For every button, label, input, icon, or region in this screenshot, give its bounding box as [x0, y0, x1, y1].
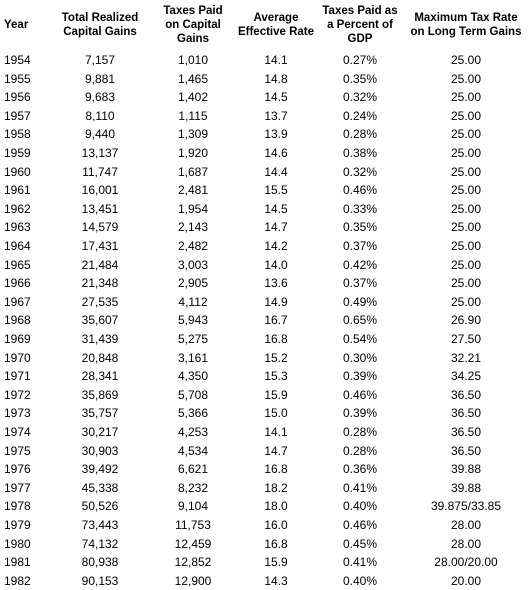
effective-rate-cell: 14.7: [264, 443, 288, 458]
total-gains-cell: 13,137: [81, 146, 119, 160]
max-rate-cell: 36.50: [450, 406, 482, 421]
table-row: [0, 367, 529, 386]
gdp-percent-cell: 0.28%: [342, 443, 378, 458]
total-gains-cell: 90,153: [81, 573, 119, 588]
effective-rate-cell: 16.8: [264, 332, 288, 346]
year-cell: 1970: [4, 350, 31, 365]
gdp-percent-cell: 0.24%: [342, 108, 378, 123]
effective-rate-cell: 14.9: [264, 294, 288, 309]
taxes-paid-cell: 5,708: [177, 387, 209, 402]
header-average-effective-rate: Average Effective Rate: [237, 12, 315, 38]
effective-rate-cell: 15.9: [264, 555, 288, 570]
effective-rate-cell: 14.5: [264, 201, 288, 216]
max-rate-cell: 36.50: [450, 387, 482, 402]
table-row: [0, 181, 529, 200]
effective-rate-cell: 15.5: [264, 183, 288, 198]
year-cell: 1982: [4, 573, 31, 588]
total-gains-cell: 21,484: [81, 257, 119, 272]
taxes-paid-cell: 5,943: [177, 313, 209, 328]
gdp-percent-cell: 0.45%: [342, 536, 378, 551]
total-gains-cell: 45,338: [81, 480, 119, 495]
max-rate-cell: 25.00: [450, 108, 482, 123]
total-gains-cell: 9,881: [84, 71, 116, 86]
total-gains-cell: 14,579: [81, 220, 119, 235]
table-row: [0, 88, 529, 107]
table-row: [0, 516, 529, 535]
total-gains-cell: 74,132: [81, 536, 119, 551]
effective-rate-cell: 14.1: [264, 53, 288, 67]
table-row: [0, 497, 529, 516]
table-row: [0, 330, 529, 349]
taxes-paid-cell: 5,275: [177, 332, 209, 346]
taxes-paid-cell: 1,920: [177, 146, 209, 160]
year-cell: 1968: [4, 313, 31, 328]
gdp-percent-cell: 0.46%: [342, 387, 378, 402]
effective-rate-cell: 18.0: [264, 499, 288, 514]
taxes-paid-cell: 4,253: [177, 425, 209, 439]
year-cell: 1980: [4, 536, 31, 551]
max-rate-cell: 39.875/33.85: [430, 499, 502, 514]
gdp-percent-cell: 0.65%: [342, 313, 378, 328]
table-row: [0, 293, 529, 312]
max-rate-cell: 25.00: [450, 164, 482, 179]
taxes-paid-cell: 2,481: [177, 183, 209, 198]
total-gains-cell: 20,848: [81, 350, 119, 365]
gdp-percent-cell: 0.54%: [342, 332, 378, 346]
gdp-percent-cell: 0.37%: [342, 239, 378, 253]
max-rate-cell: 39.88: [450, 462, 482, 477]
max-rate-cell: 27.50: [450, 332, 482, 346]
taxes-paid-cell: 1,687: [177, 164, 209, 179]
total-gains-cell: 31,439: [81, 332, 119, 346]
effective-rate-cell: 18.2: [264, 480, 288, 495]
header-taxes-paid: Taxes Paid on Capital Gains: [163, 5, 223, 45]
total-gains-cell: 28,341: [81, 369, 119, 384]
taxes-paid-cell: 2,482: [177, 239, 209, 253]
header-taxes-percent-gdp: Taxes Paid as a Percent of GDP: [322, 5, 398, 45]
total-gains-cell: 17,431: [81, 239, 119, 253]
year-cell: 1979: [4, 518, 31, 532]
year-cell: 1978: [4, 499, 31, 514]
gdp-percent-cell: 0.27%: [342, 53, 378, 67]
total-gains-cell: 13,451: [81, 201, 119, 216]
table-row: [0, 423, 529, 442]
gdp-percent-cell: 0.41%: [342, 480, 378, 495]
gdp-percent-cell: 0.33%: [342, 201, 378, 216]
gdp-percent-cell: 0.40%: [342, 499, 378, 514]
effective-rate-cell: 15.2: [264, 350, 288, 365]
effective-rate-cell: 16.0: [264, 518, 288, 532]
gdp-percent-cell: 0.28%: [342, 127, 378, 142]
year-cell: 1965: [4, 257, 31, 272]
table-row: [0, 442, 529, 461]
max-rate-cell: 25.00: [450, 90, 482, 105]
taxes-paid-cell: 4,112: [178, 294, 208, 309]
taxes-paid-cell: 11,753: [175, 518, 211, 532]
max-rate-cell: 26.90: [450, 313, 482, 328]
year-cell: 1956: [4, 90, 31, 105]
max-rate-cell: 20.00: [450, 573, 482, 588]
taxes-paid-cell: 12,852: [174, 555, 212, 570]
table-row: [0, 386, 529, 405]
year-cell: 1964: [4, 239, 31, 253]
header-year: Year: [4, 19, 29, 31]
max-rate-cell: 25.00: [450, 127, 482, 142]
gdp-percent-cell: 0.46%: [342, 518, 378, 532]
taxes-paid-cell: 5,366: [177, 406, 209, 421]
gdp-percent-cell: 0.32%: [342, 90, 378, 105]
taxes-paid-cell: 1,402: [177, 90, 209, 105]
total-gains-cell: 8,110: [85, 108, 115, 123]
effective-rate-cell: 14.6: [264, 146, 288, 160]
gdp-percent-cell: 0.41%: [342, 555, 378, 570]
year-cell: 1971: [4, 369, 31, 384]
taxes-paid-cell: 1,010: [177, 53, 209, 67]
total-gains-cell: 16,001: [81, 183, 119, 198]
total-gains-cell: 30,903: [81, 443, 119, 458]
max-rate-cell: 32.21: [450, 350, 482, 365]
table-row: [0, 200, 529, 219]
max-rate-cell: 25.00: [450, 239, 482, 253]
gdp-percent-cell: 0.35%: [342, 220, 378, 235]
taxes-paid-cell: 4,534: [177, 443, 209, 458]
effective-rate-cell: 14.4: [264, 164, 288, 179]
total-gains-cell: 80,938: [81, 555, 119, 570]
taxes-paid-cell: 12,900: [174, 573, 212, 588]
max-rate-cell: 25.00: [450, 276, 482, 291]
header-maximum-tax-rate: Maximum Tax Rate on Long Term Gains: [410, 12, 522, 38]
taxes-paid-cell: 2,905: [177, 276, 209, 291]
table-row: [0, 70, 529, 89]
max-rate-cell: 36.50: [450, 443, 482, 458]
max-rate-cell: 25.00: [450, 294, 482, 309]
total-gains-cell: 35,869: [81, 387, 119, 402]
max-rate-cell: 25.00: [450, 53, 482, 67]
max-rate-cell: 28.00: [450, 536, 482, 551]
max-rate-cell: 25.00: [450, 71, 482, 86]
effective-rate-cell: 16.8: [264, 462, 288, 477]
max-rate-cell: 28.00/20.00: [434, 555, 498, 570]
max-rate-cell: 25.00: [450, 183, 482, 198]
gdp-percent-cell: 0.36%: [342, 462, 378, 477]
gdp-percent-cell: 0.42%: [342, 257, 378, 272]
year-cell: 1973: [4, 406, 31, 421]
gdp-percent-cell: 0.46%: [342, 183, 378, 198]
effective-rate-cell: 14.1: [264, 425, 288, 439]
gdp-percent-cell: 0.35%: [342, 71, 378, 86]
total-gains-cell: 73,443: [81, 518, 119, 532]
year-cell: 1959: [4, 146, 31, 160]
total-gains-cell: 21,348: [81, 276, 119, 291]
table-row: [0, 311, 529, 330]
effective-rate-cell: 14.3: [264, 573, 288, 588]
taxes-paid-cell: 3,161: [177, 350, 209, 365]
effective-rate-cell: 15.0: [264, 406, 288, 421]
year-cell: 1974: [4, 425, 31, 439]
year-cell: 1969: [4, 332, 31, 346]
max-rate-cell: 25.00: [450, 220, 482, 235]
effective-rate-cell: 13.7: [264, 108, 288, 123]
max-rate-cell: 25.00: [450, 257, 482, 272]
effective-rate-cell: 14.5: [264, 90, 288, 105]
total-gains-cell: 11,747: [82, 164, 118, 179]
taxes-paid-cell: 6,621: [177, 462, 209, 477]
year-cell: 1963: [4, 220, 31, 235]
taxes-paid-cell: 3,003: [177, 257, 209, 272]
effective-rate-cell: 14.0: [264, 257, 288, 272]
table-row: [0, 218, 529, 237]
year-cell: 1962: [4, 201, 31, 216]
gdp-percent-cell: 0.30%: [342, 350, 378, 365]
max-rate-cell: 25.00: [450, 201, 482, 216]
max-rate-cell: 36.50: [450, 425, 482, 439]
gdp-percent-cell: 0.28%: [342, 425, 378, 439]
table-row: [0, 125, 529, 144]
taxes-paid-cell: 1,115: [178, 108, 208, 123]
table-row: [0, 274, 529, 293]
year-cell: 1960: [4, 164, 31, 179]
year-cell: 1981: [4, 555, 31, 570]
taxes-paid-cell: 1,309: [177, 127, 209, 142]
table-row: [0, 107, 529, 126]
effective-rate-cell: 14.8: [264, 71, 288, 86]
taxes-paid-cell: 9,104: [177, 499, 209, 514]
gdp-percent-cell: 0.40%: [342, 573, 378, 588]
table-row: [0, 237, 529, 256]
effective-rate-cell: 13.9: [264, 127, 288, 142]
taxes-paid-cell: 1,465: [177, 71, 209, 86]
table-row: [0, 535, 529, 554]
year-cell: 1955: [4, 71, 31, 86]
table-row: [0, 349, 529, 368]
effective-rate-cell: 14.7: [264, 220, 288, 235]
effective-rate-cell: 14.2: [264, 239, 288, 253]
total-gains-cell: 7,157: [84, 53, 116, 67]
effective-rate-cell: 16.7: [264, 313, 288, 328]
table-row: [0, 144, 529, 163]
total-gains-cell: 50,526: [81, 499, 119, 514]
total-gains-cell: 39,492: [81, 462, 119, 477]
year-cell: 1975: [4, 443, 31, 458]
total-gains-cell: 27,535: [81, 294, 119, 309]
table-row: [0, 256, 529, 275]
year-cell: 1961: [4, 183, 31, 198]
total-gains-cell: 9,440: [84, 127, 116, 142]
table-row: [0, 553, 529, 572]
year-cell: 1967: [4, 294, 31, 309]
total-gains-cell: 35,607: [81, 313, 119, 328]
year-cell: 1976: [4, 462, 31, 477]
gdp-percent-cell: 0.37%: [342, 276, 378, 291]
taxes-paid-cell: 8,232: [177, 480, 209, 495]
gdp-percent-cell: 0.39%: [342, 369, 378, 384]
effective-rate-cell: 16.8: [264, 536, 288, 551]
table-row: [0, 163, 529, 182]
max-rate-cell: 25.00: [450, 146, 482, 160]
year-cell: 1966: [4, 276, 31, 291]
year-cell: 1972: [4, 387, 31, 402]
year-cell: 1957: [4, 108, 31, 123]
gdp-percent-cell: 0.49%: [342, 294, 378, 309]
taxes-paid-cell: 2,143: [177, 220, 209, 235]
effective-rate-cell: 15.3: [264, 369, 288, 384]
year-cell: 1954: [4, 53, 31, 67]
year-cell: 1977: [4, 480, 31, 495]
max-rate-cell: 34.25: [450, 369, 482, 384]
table-row: [0, 460, 529, 479]
table-row: [0, 404, 529, 423]
total-gains-cell: 35,757: [81, 406, 119, 421]
gdp-percent-cell: 0.38%: [342, 146, 378, 160]
total-gains-cell: 30,217: [81, 425, 119, 439]
year-cell: 1958: [4, 127, 31, 142]
table-row: [0, 572, 529, 590]
taxes-paid-cell: 12,459: [174, 536, 212, 551]
gdp-percent-cell: 0.32%: [342, 164, 378, 179]
header-total-realized-capital-gains: Total Realized Capital Gains: [61, 12, 139, 38]
table-row: [0, 51, 529, 70]
taxes-paid-cell: 1,954: [177, 201, 209, 216]
max-rate-cell: 28.00: [450, 518, 482, 532]
gdp-percent-cell: 0.39%: [342, 406, 378, 421]
max-rate-cell: 39.88: [450, 480, 482, 495]
table-row: [0, 479, 529, 498]
effective-rate-cell: 15.9: [264, 387, 288, 402]
effective-rate-cell: 13.6: [264, 276, 288, 291]
total-gains-cell: 9,683: [84, 90, 116, 105]
taxes-paid-cell: 4,350: [177, 369, 209, 384]
